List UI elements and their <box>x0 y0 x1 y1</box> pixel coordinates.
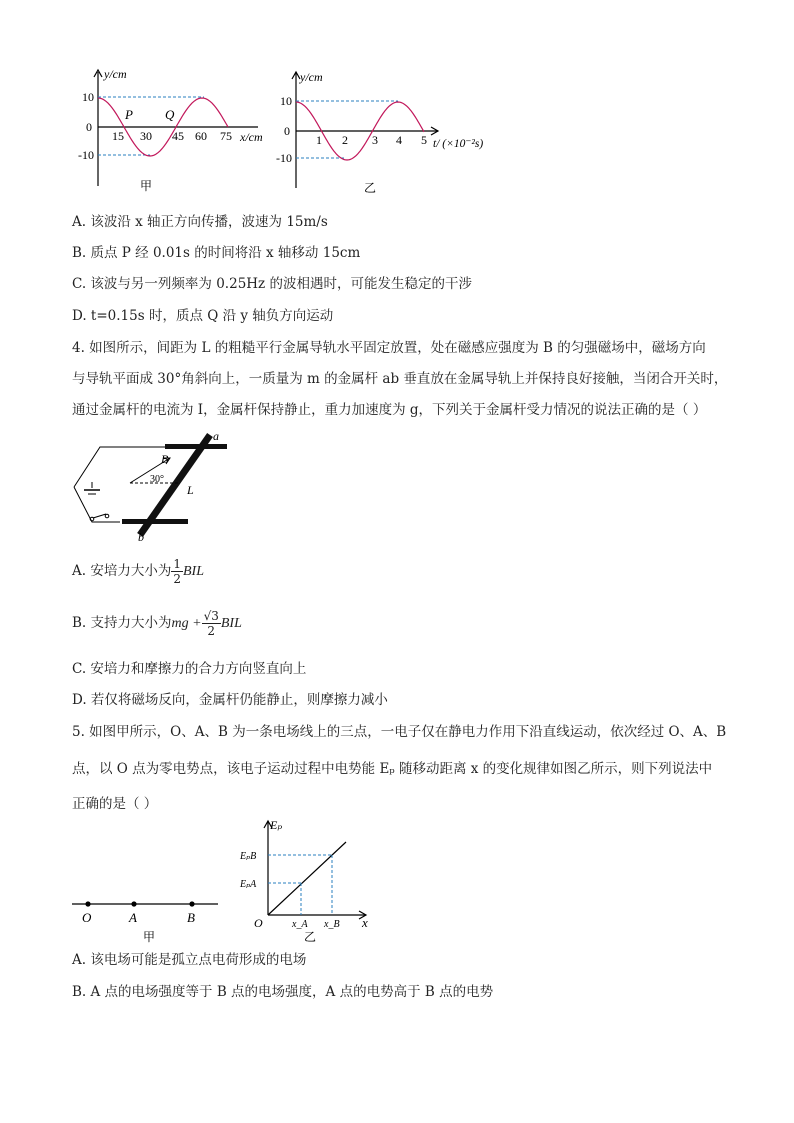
yi-xtick-3: 3 <box>372 133 378 147</box>
jia-caption: 甲 <box>140 179 153 193</box>
point-O <box>85 901 90 906</box>
label-A: A <box>129 910 137 925</box>
jia-ytick-10: 10 <box>82 90 94 104</box>
q5-stem-line-1: 5. 如图甲所示，O、A、B 为一条电场线上的三点，一电子仅在静电力作用下沿直线运动，依次经过 O、A、B <box>72 724 727 740</box>
label-angle: 30° <box>150 474 164 485</box>
q5-stem-line-3: 正确的是（ ） <box>72 796 158 812</box>
q4-b-prefix: B. 支持力大小为 <box>72 615 172 631</box>
q4-b-suffix: BIL <box>220 616 242 631</box>
ep-axis-label: Eₚ <box>270 818 283 832</box>
q4-a-prefix: A. 安培力大小为 <box>72 563 172 579</box>
q5-option-b: B. A 点的电场强度等于 B 点的电场强度，A 点的电势高于 B 点的电势 <box>72 984 494 1000</box>
q5-stem-line-2: 点，以 O 点为零电势点，该电子运动过程中电势能 Eₚ 随移动距离 x 的变化规律如图乙所示，则下列说法中 <box>72 761 713 777</box>
wave-figure-yi <box>278 66 498 206</box>
q3-option-b: B. 质点 P 经 0.01s 的时间将沿 x 轴移动 15cm <box>72 245 361 261</box>
rail-rod-figure <box>70 430 240 545</box>
q4-stem-line-3: 通过金属杆的电流为 I，金属杆保持静止，重力加速度为 g，下列关于金属杆受力情况的说法正确的是（ ） <box>72 402 707 418</box>
label-B: B <box>161 452 169 466</box>
jia-x-axis-label: x/cm <box>240 130 263 144</box>
jia-point-p: P <box>125 107 133 122</box>
jia-point-q: Q <box>165 107 175 122</box>
origin-label: O <box>254 916 263 930</box>
q3-option-c: C. 该波与另一列频率为 0.25Hz 的波相遇时，可能发生稳定的干涉 <box>72 276 472 292</box>
q5-jia-caption: 甲 <box>143 930 156 944</box>
epa-label: EₚA <box>240 879 257 890</box>
yi-y-axis-label: y/cm <box>300 70 323 84</box>
q4-option-b <box>72 608 242 639</box>
q4-b-mg: mg + <box>171 616 202 631</box>
q5-yi-caption: 乙 <box>304 930 317 944</box>
ep-x-figure <box>238 815 378 945</box>
yi-ytick-neg10: -10 <box>276 151 292 165</box>
x-axis-label: x <box>362 915 368 930</box>
jia-ytick-0: 0 <box>86 120 92 134</box>
jia-xtick-75: 75 <box>220 129 232 143</box>
yi-xtick-1: 1 <box>316 133 322 147</box>
q4-b-den: 2 <box>207 624 216 638</box>
xb-label: x_B <box>324 919 340 930</box>
yi-x-axis-label: t/ (×10⁻²s) <box>433 138 484 150</box>
jia-xtick-15: 15 <box>112 129 124 143</box>
label-L: L <box>187 483 194 497</box>
q4-b-fraction <box>202 609 221 638</box>
yi-xtick-4: 4 <box>396 133 402 147</box>
lower-rail <box>122 519 188 524</box>
yi-xtick-2: 2 <box>342 133 348 147</box>
q4-option-c: C. 安培力和摩擦力的合力方向竖直向上 <box>72 661 307 677</box>
q4-a-suffix: BIL <box>182 564 204 579</box>
q4-option-a <box>72 556 204 587</box>
label-B-point: B <box>187 910 195 925</box>
label-b: b <box>138 530 144 544</box>
q3-option-d: D. t=0.15s 时，质点 Q 沿 y 轴负方向运动 <box>72 308 334 324</box>
jia-xtick-60: 60 <box>195 129 207 143</box>
q3-option-a: A. 该波沿 x 轴正方向传播，波速为 15m/s <box>72 214 328 230</box>
point-B <box>189 901 194 906</box>
q4-b-num: √3 <box>203 609 219 623</box>
jia-ytick-neg10: -10 <box>78 148 94 162</box>
q5-option-a: A. 该电场可能是孤立点电荷形成的电场 <box>72 952 307 968</box>
upper-rail <box>165 444 227 449</box>
q4-a-den: 2 <box>173 572 181 586</box>
q4-stem-line-1: 4. 如图所示，间距为 L 的粗糙平行金属导轨水平固定放置，处在磁感应强度为 B 的匀强磁场中，磁场方向 <box>72 340 706 356</box>
point-A <box>131 901 136 906</box>
field-line-figure <box>70 890 230 945</box>
q4-stem-line-2: 与导轨平面成 30°角斜向上，一质量为 m 的金属杆 ab 垂直放在金属导轨上并保持良好接触，当闭合开关时， <box>72 371 728 387</box>
q4-a-fraction <box>171 557 183 586</box>
label-a: a <box>213 429 219 443</box>
wave-figure-jia <box>80 64 270 204</box>
yi-xtick-5: 5 <box>421 133 427 147</box>
epb-label: EₚB <box>240 851 257 862</box>
label-O: O <box>82 910 92 925</box>
xa-label: x_A <box>292 919 308 930</box>
yi-ytick-10: 10 <box>280 94 292 108</box>
yi-ytick-0: 0 <box>284 124 290 138</box>
jia-xtick-45: 45 <box>172 129 184 143</box>
q4-a-num: 1 <box>173 557 181 571</box>
q4-option-d: D. 若仅将磁场反向，金属杆仍能静止，则摩擦力减小 <box>72 692 388 708</box>
yi-caption: 乙 <box>364 181 377 195</box>
jia-xtick-30: 30 <box>140 129 152 143</box>
jia-y-axis-label: y/cm <box>104 67 127 81</box>
